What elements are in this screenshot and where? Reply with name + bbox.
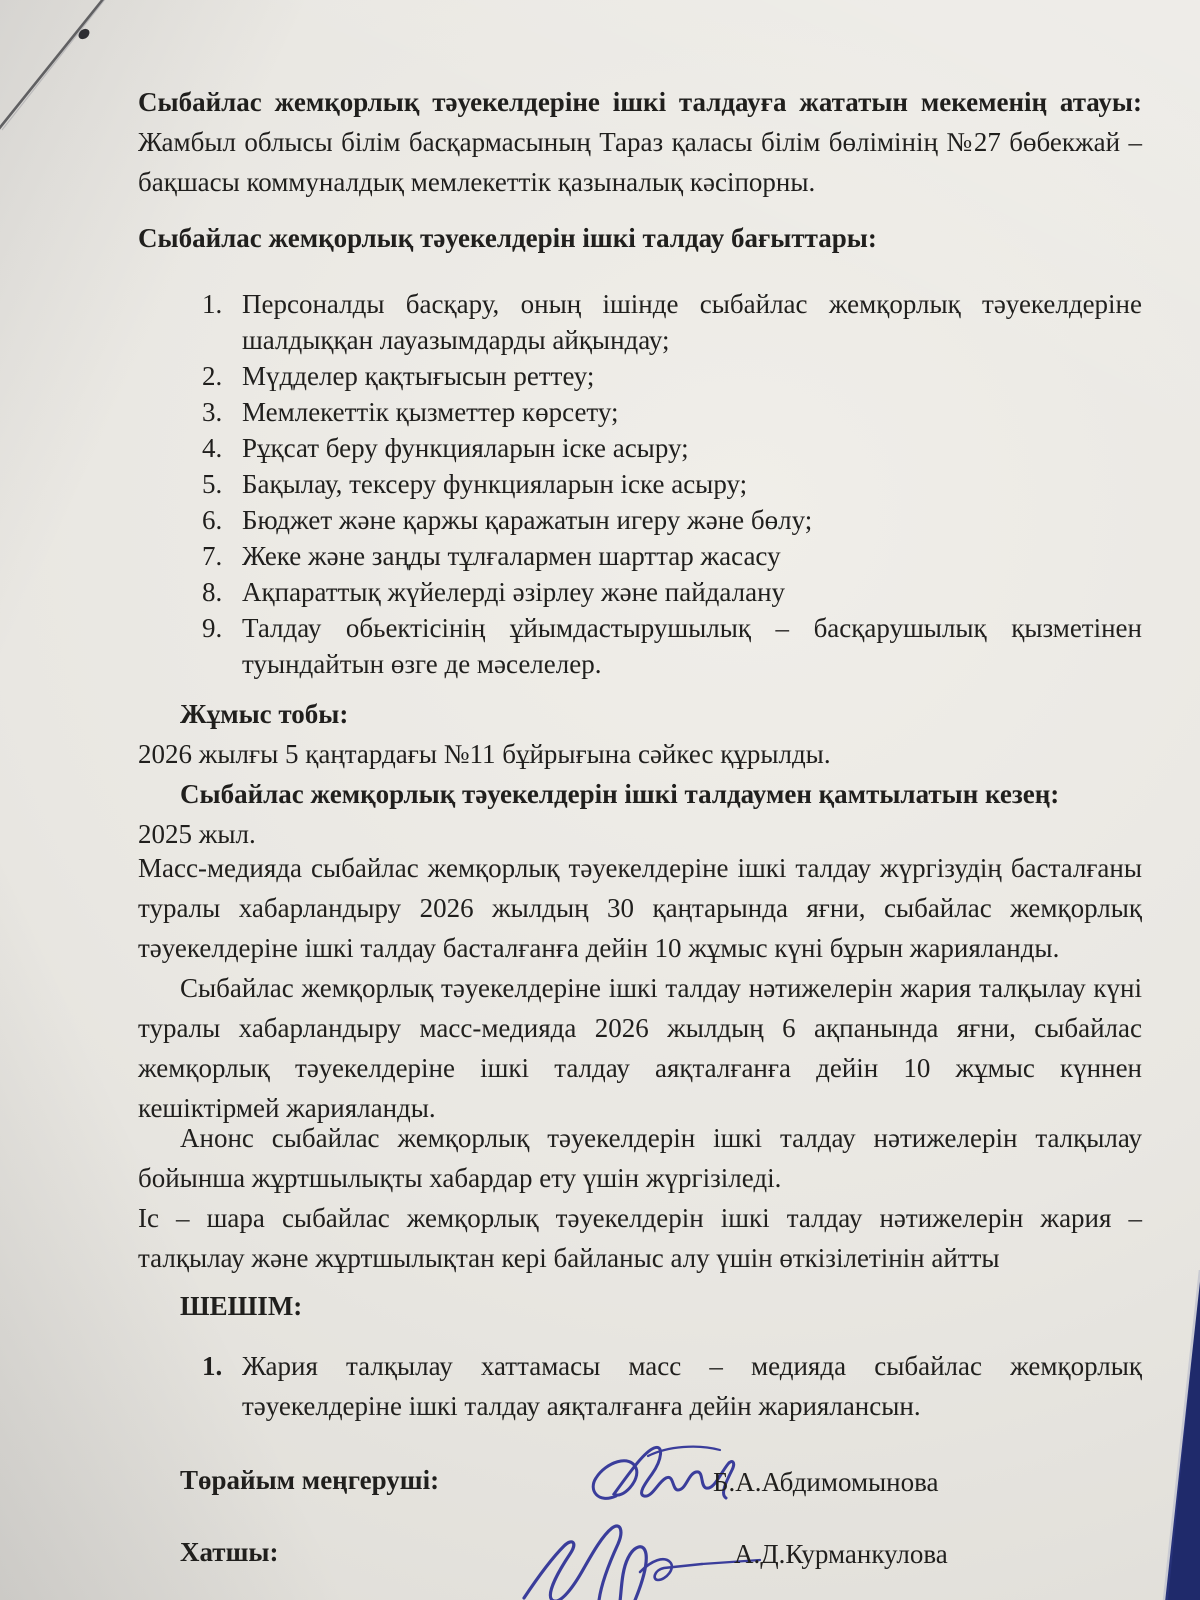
item-text: Жария талқылау хаттамасы масс – медияда сыбайлас жемқорлық тәуекелдеріне ішкі талдау аяқталғанға дейін жариялансын.: [242, 1351, 1142, 1421]
item-number: 8.: [202, 577, 223, 607]
working-group-text: 2026 жылғы 5 қаңтардағы №11 бұйрығына сәйкес құрылды.: [138, 739, 831, 769]
item-number: 3.: [202, 397, 223, 427]
item-text: Рұқсат беру функцияларын іске асыру;: [242, 433, 689, 463]
direction-item: [202, 358, 1142, 394]
decision-heading: ШЕШІМ:: [180, 1291, 303, 1321]
secretary-role-label: Хатшы:: [180, 1537, 279, 1567]
item-text: Персоналды басқару, оның ішінде сыбайлас жемқорлық тәуекелдеріне шалдыққан лауазымдарды айқындау;: [242, 289, 1142, 355]
chairperson-signature-row: [138, 1460, 1142, 1500]
secretary-signature-row: [138, 1532, 1142, 1572]
direction-item: [202, 502, 1142, 538]
item-text: Мемлекеттік қызметтер көрсету;: [242, 397, 619, 427]
institution-paragraph: [138, 82, 1142, 202]
event-paragraph: Іс – шара сыбайлас жемқорлық тәуекелдерін ішкі талдау нәтижелерін жария – талқылау және жұртшылықтан кері байланыс алу үшін өткізілетінін айтты: [138, 1203, 1142, 1273]
chairperson-name: Б.А.Абдимомынова: [713, 1467, 939, 1497]
institution-label: Сыбайлас жемқорлық тәуекелдеріне ішкі талдауға жататын мекеменің атауы:: [138, 87, 1142, 117]
item-text: Бақылау, тексеру функцияларын іске асыру;: [242, 469, 748, 499]
period-text: 2025 жыл.: [138, 819, 256, 849]
decision-item: [202, 1346, 1142, 1426]
working-group-heading: Жұмыс тобы:: [180, 699, 349, 729]
direction-item: [202, 574, 1142, 610]
chairperson-role-label: Төрайым меңгеруші:: [180, 1465, 440, 1495]
announce-end-paragraph: Сыбайлас жемқорлық тәуекелдеріне ішкі талдау нәтижелерін жария талқылау күні туралы хабарландыру масс-медияда 2026 жылдың 6 ақпанында яғни, сыбайлас жемқорлық тәуекелдеріне ішкі талдау аяқталғанға дейін 10 жұмыс күннен кешіктірмей жарияланды.: [138, 973, 1142, 1123]
direction-item: [202, 610, 1142, 682]
table-surface-corner: [1154, 1270, 1200, 1600]
direction-item: [202, 286, 1142, 358]
decision-list: [138, 1346, 1142, 1426]
item-number: 4.: [202, 433, 223, 463]
item-text: Жеке және заңды тұлғалармен шарттар жасасу: [242, 541, 781, 571]
anons-paragraph: Анонс сыбайлас жемқорлық тәуекелдерін ішкі талдау нәтижелерін талқылау бойынша жұртшылықты хабардар ету үшін жүргізіледі.: [138, 1123, 1142, 1193]
item-text: Талдау обьектісінің ұйымдастырушылық – басқарушылық қызметінен туындайтын өзге де мәселелер.: [242, 613, 1142, 679]
item-number: 6.: [202, 505, 223, 535]
direction-item: [202, 394, 1142, 430]
item-number: 5.: [202, 469, 223, 499]
item-number: 9.: [202, 613, 223, 643]
direction-item: [202, 538, 1142, 574]
item-text: Мүдделер қақтығысын реттеу;: [242, 361, 595, 391]
directions-heading: Сыбайлас жемқорлық тәуекелдерін ішкі талдау бағыттары:: [138, 223, 877, 253]
item-number: 7.: [202, 541, 223, 571]
item-text: Ақпараттық жүйелерді әзірлеу және пайдалану: [242, 577, 786, 607]
directions-list: [138, 286, 1142, 682]
item-number: 2.: [202, 361, 223, 391]
secretary-name: А.Д.Курманкулова: [734, 1539, 948, 1569]
announce-start-paragraph: Масс-медияда сыбайлас жемқорлық тәуекелдеріне ішкі талдау жүргізудің басталғаны туралы хабарландыру 2026 жылдың 30 қаңтарында яғни, сыбайлас жемқорлық тәуекелдеріне ішкі талдау басталғанға дейін 10 жұмыс күні бұрын жарияланды.: [138, 853, 1142, 963]
item-number: 1.: [202, 1351, 223, 1381]
direction-item: [202, 430, 1142, 466]
institution-name: Жамбыл облысы білім басқармасының Тараз қаласы білім бөлімінің №27 бөбекжай – бақшасы коммуналдық мемлекеттік қазыналық кәсіпорны.: [138, 127, 1142, 197]
direction-item: [202, 466, 1142, 502]
item-text: Бюджет және қаржы қаражатын игеру және бөлу;: [242, 505, 813, 535]
item-number: 1.: [202, 289, 223, 319]
period-heading: Сыбайлас жемқорлық тәуекелдерін ішкі талдаумен қамтылатын кезең:: [180, 779, 1060, 809]
